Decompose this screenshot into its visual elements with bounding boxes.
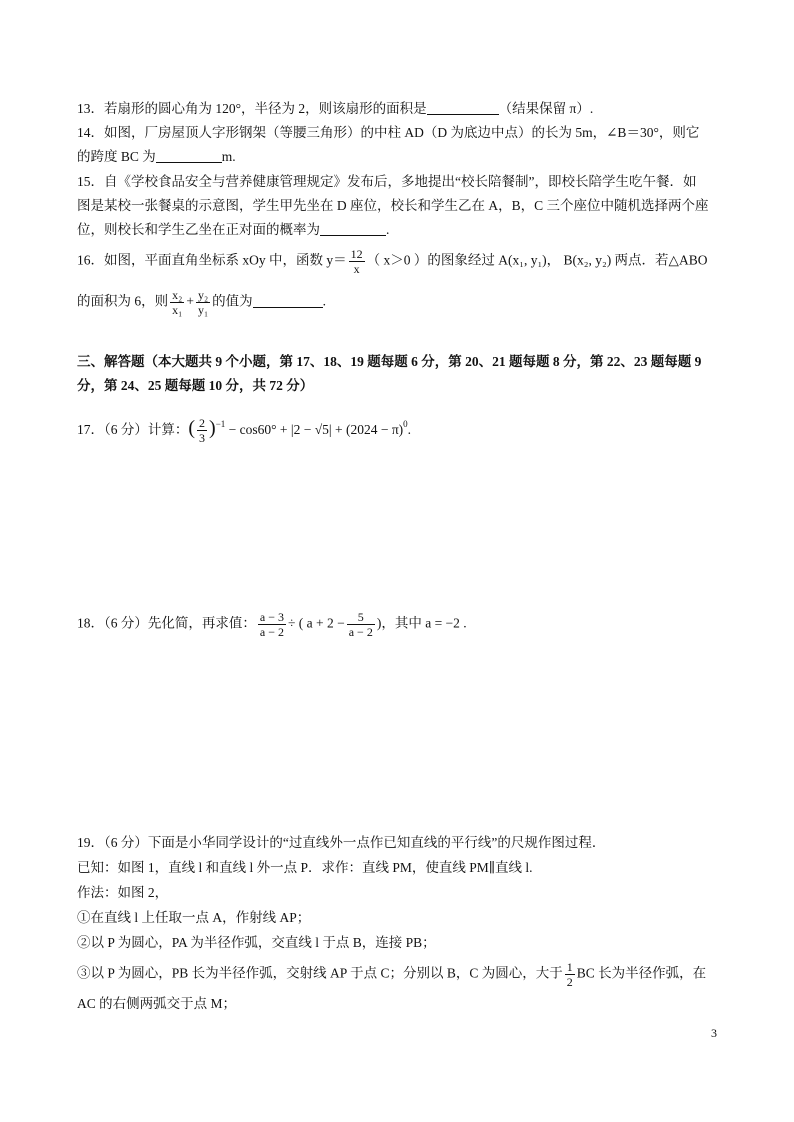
answer-blank	[253, 293, 323, 308]
numerator: x₂	[172, 288, 183, 302]
divide-sign: ÷	[287, 615, 296, 631]
plus-sign: +	[186, 293, 194, 309]
page-number: 3	[711, 1026, 717, 1040]
question-19-line4	[77, 908, 310, 928]
q16-text-3: 的面积为 6，则	[77, 293, 169, 309]
section-heading-text-2: 分，第 24、25 题每题 10 分，共 72 分）	[77, 378, 314, 393]
denominator: a − 2	[348, 625, 373, 639]
numerator: a − 3	[259, 610, 284, 624]
question-15-line2	[77, 196, 709, 216]
denominator: y₁	[197, 303, 209, 317]
section-3-heading-line1	[77, 352, 701, 372]
fraction-a3-a2	[258, 610, 286, 639]
q17-label: 17．（6 分）计算：	[77, 422, 189, 437]
period: .	[322, 293, 326, 309]
question-16-line1	[77, 247, 707, 276]
denominator: 2	[566, 975, 573, 989]
question-19-line6	[77, 960, 706, 989]
q14-text: 14．如图，厂房屋顶人字形钢架（等腰三角形）的中柱 AD（D 为底边中点）的长为 5m，∠B＝30°，则它	[77, 125, 700, 140]
fraction-one-half	[565, 960, 575, 989]
q19-text-1: 19．（6 分）下面是小华同学设计的“过直线外一点作已知直线的平行线”的尺规作图过程．	[77, 835, 606, 850]
denominator: x₁	[172, 303, 183, 317]
q16-text-1: 16．如图，平面直角坐标系 xOy 中，函数 y＝	[77, 252, 347, 268]
q15-text-2: 图是某校一张餐桌的示意图，学生甲先坐在 D 座位，校长和学生乙在 A，B，C 三个座位中随机选择两个座	[77, 198, 709, 213]
q16-text-2: （ x＞0 ）的图象经过 A(x₁, y₁)， B(x₂, y₂) 两点．若△ABO	[366, 252, 708, 268]
fraction-5-a2	[347, 610, 375, 639]
section-3-heading-line2	[77, 376, 313, 396]
q19-step-2: ②以 P 为圆心，PA 为半径作弧，交直线 l 于点 B，连接 PB；	[77, 935, 436, 950]
denominator: x	[353, 262, 360, 276]
q16-text-4: 的值为	[212, 293, 253, 309]
q15-text-1: 15．自《学校食品安全与营养健康管理规定》发布后，多地提出“校长陪餐制”，即校长陪学生吃午餐．如	[77, 174, 697, 189]
answer-blank	[320, 221, 386, 236]
numerator: 2	[199, 416, 206, 431]
denominator: 3	[199, 431, 206, 446]
q19-step-3c: AC 的右侧两弧交于点 M；	[77, 996, 237, 1011]
period: .	[386, 222, 390, 237]
numerator: 5	[347, 610, 375, 625]
numerator: 1	[566, 960, 573, 974]
q18-paren-open: ( a + 2 −	[298, 615, 345, 631]
answer-blank	[156, 148, 222, 163]
q13-note: （结果保留 π）.	[498, 101, 594, 116]
question-14-line2	[77, 147, 236, 167]
question-14-line1	[77, 123, 699, 143]
denominator: a − 2	[259, 625, 284, 639]
q19-step-1: ①在直线 l 上任取一点 A，作射线 AP；	[77, 910, 311, 925]
question-17: 17．（6 分）计算：( $\frac{2}{3}$ )$^{-1} - \cos 60^\circ + |2 - √5| + (2024 - \pi)^0$.	[77, 416, 412, 446]
fraction-y2-y1	[196, 288, 210, 317]
q19-text-3: 作法：如图 2，	[77, 885, 169, 900]
q14-text-2: 的跨度 BC 为	[77, 149, 156, 164]
question-19-line5	[77, 933, 436, 953]
numerator: y₂	[197, 288, 209, 302]
numerator: 12	[350, 247, 363, 261]
question-19-line1	[77, 833, 605, 853]
q17-expression: − cos60° + |2 − √5| + (2024 − π)	[228, 422, 404, 437]
question-15-line3	[77, 220, 389, 240]
section-heading-text: 三、解答题（本大题共 9 个小题，第 17、18、19 题每题 6 分，第 20、21 题每题 8 分，第 22、23 题每题 9	[77, 354, 702, 369]
fraction-2-3	[197, 416, 207, 445]
q19-text-2: 已知：如图 1，直线 l 和直线 l 外一点 P．求作：直线 PM，使直线 PM∥直线 l.	[77, 860, 533, 875]
q13-text: 13．若扇形的圆心角为 120°，半径为 2，则该扇形的面积是	[77, 101, 427, 116]
q19-step-3a: ③以 P 为圆心，PB 长为半径作弧，交射线 AP 于点 C；分别以 B，C 为圆心，大于	[77, 965, 563, 981]
q15-text-3: 位，则校长和学生乙坐在正对面的概率为	[77, 222, 320, 237]
answer-blank	[427, 100, 499, 115]
question-19-line2	[77, 858, 533, 878]
q18-condition: )，其中 a = −2 .	[376, 615, 467, 631]
question-19-line3	[77, 883, 168, 903]
question-16-line2	[77, 288, 326, 317]
q19-step-3b: BC 长为半径作弧，在	[576, 965, 707, 981]
question-18	[77, 610, 467, 639]
question-15-line1	[77, 172, 696, 192]
fraction-x2-x1	[170, 288, 184, 317]
question-19-line7	[77, 994, 236, 1014]
period: .	[407, 422, 412, 437]
q18-label: 18．（6 分）先化简，再求值：	[77, 615, 256, 631]
exponent-zero: 0	[403, 419, 408, 429]
exponent: −1	[215, 419, 226, 429]
question-13	[77, 99, 593, 119]
q14-unit: m.	[221, 149, 236, 164]
fraction-12-over-x	[349, 247, 365, 276]
